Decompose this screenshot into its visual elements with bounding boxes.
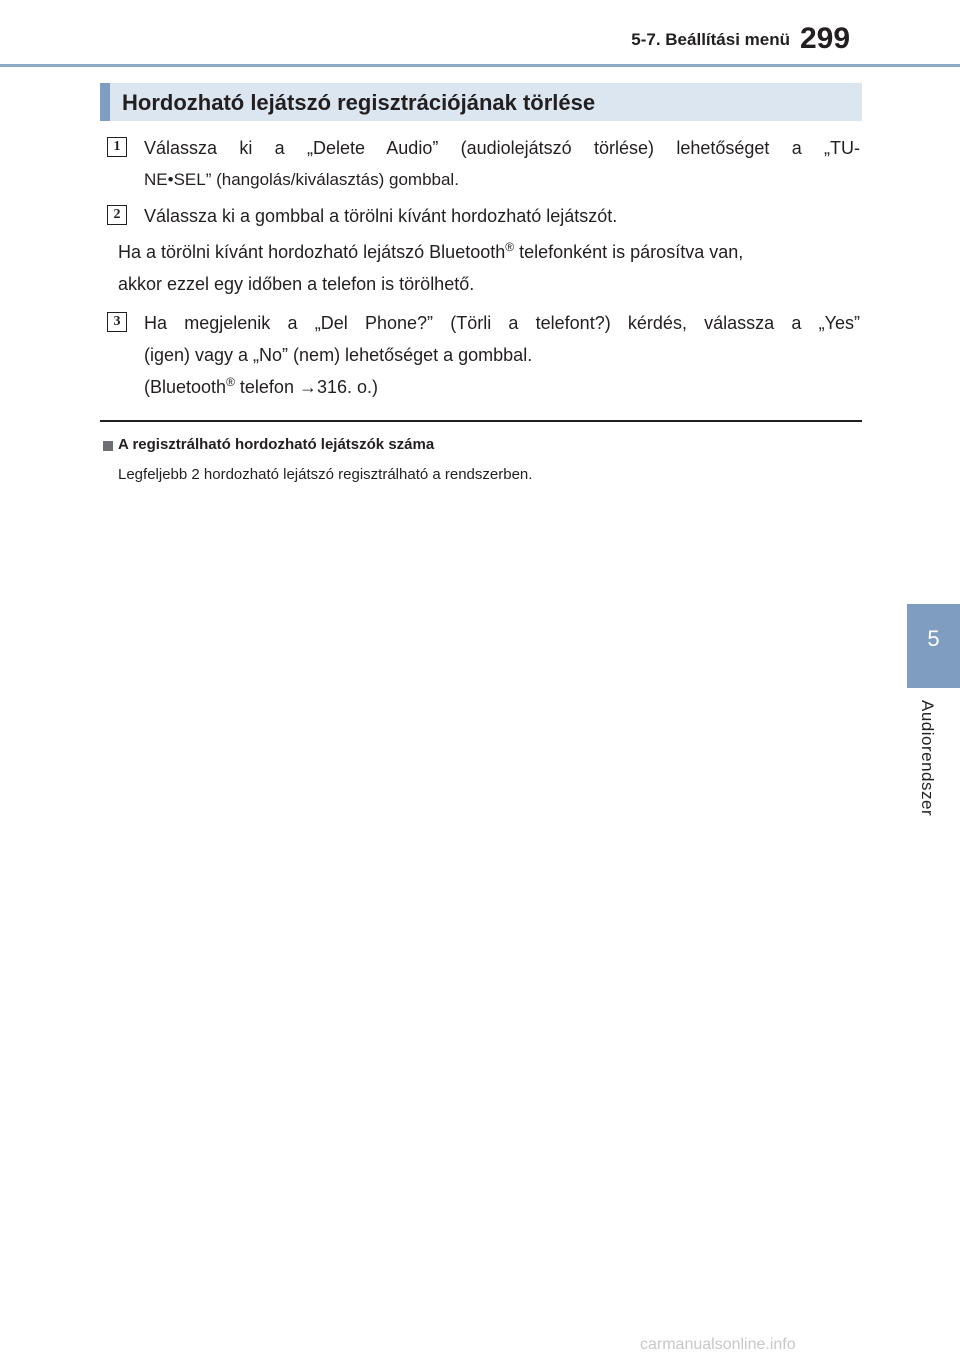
step-3-number: 3 <box>107 312 127 332</box>
section-title: Hordozható lejátszó regisztrációjának törlése <box>122 90 596 115</box>
step-3-text <box>144 307 860 403</box>
step-1-line-1: Válassza ki a „Delete Audio” (audiolejátszó törlése) lehetőséget a „TU- <box>144 138 860 158</box>
watermark: carmanualsonline.info <box>640 1336 796 1353</box>
step-2-text: Válassza ki a gombbal a törölni kívánt hordozható lejátszót. <box>144 206 618 226</box>
note-title: A regisztrálható hordozható lejátszók száma <box>118 436 435 453</box>
step-3-line-3: (Bluetooth® telefon →316. o.) <box>144 375 378 397</box>
page-number: 299 <box>800 22 851 55</box>
note-body: Legfeljebb 2 hordozható lejátszó regisztrálható a rendszerben. <box>118 466 533 483</box>
chapter-label: Audiorendszer <box>918 700 937 817</box>
section-divider <box>100 420 862 422</box>
step-3-line-1: Ha megjelenik a „Del Phone?” (Törli a telefont?) kérdés, válassza a „Yes” <box>144 313 860 333</box>
chapter-tab-number: 5 <box>927 626 940 651</box>
step-2-number: 2 <box>107 205 127 225</box>
step-1-number: 1 <box>107 137 127 157</box>
note-bullet-icon <box>103 441 113 451</box>
step-1-text <box>144 132 860 196</box>
step-2-note-line-1: Ha a törölni kívánt hordozható lejátszó Bluetooth® telefonként is párosítva van, <box>118 240 744 262</box>
header-rule <box>0 64 960 67</box>
step-1-line-2: NE•SEL” (hangolás/kiválasztás) gombbal. <box>144 170 459 189</box>
header-section-label: 5-7. Beállítási menü <box>631 30 790 49</box>
registered-mark: ® <box>226 375 235 389</box>
section-heading-bar <box>100 83 862 121</box>
chapter-tab[interactable] <box>907 604 960 688</box>
registered-mark: ® <box>505 240 515 254</box>
page-reference[interactable]: telefon →316. o.) <box>234 377 378 397</box>
step-3-line-2: (igen) vagy a „No” (nem) lehetőséget a gombbal. <box>144 345 533 365</box>
step-2-note <box>118 236 860 300</box>
step-2-note-line-2: akkor ezzel egy időben a telefon is törölhető. <box>118 274 475 294</box>
